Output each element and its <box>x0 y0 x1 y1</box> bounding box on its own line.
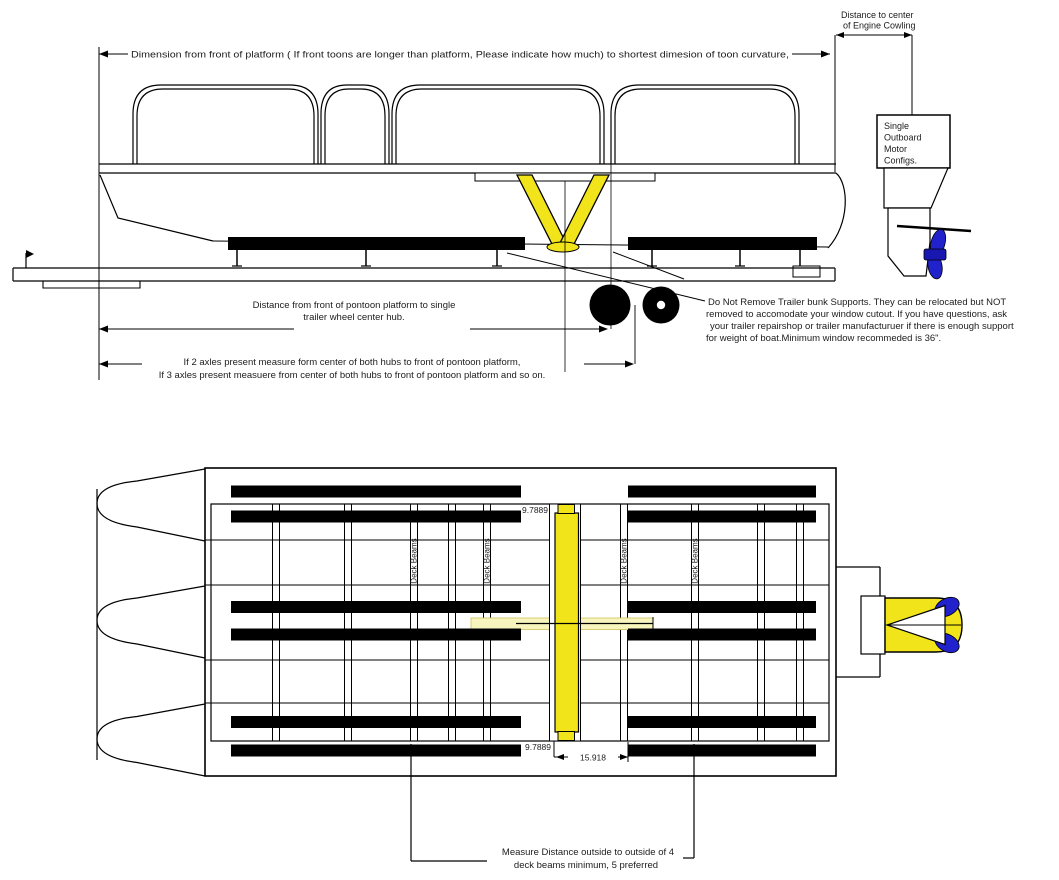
crossmember-top-tab <box>558 505 575 514</box>
arrowhead-left <box>99 326 108 333</box>
arrowhead-right <box>821 51 830 58</box>
axle-note-line2: If 3 axles present measuere from center of both hubs to front of pontoon platform and so on. <box>158 370 546 381</box>
motor-lower-unit <box>888 208 930 276</box>
motor-box-line1: Single <box>884 121 910 131</box>
measure-note-line2: deck beams minimum, 5 preferred <box>513 860 659 871</box>
outboard-motor-plan <box>836 567 962 677</box>
bunk-strip <box>231 601 521 613</box>
toon-nose <box>97 469 205 541</box>
dim-front-gap-bottom: 9.7889 <box>525 742 551 752</box>
bunk-support <box>232 250 242 266</box>
bunk-strip <box>628 629 816 641</box>
cowling-label-line1: Distance to center <box>841 10 914 20</box>
motor-mount-bracket <box>861 596 885 654</box>
dim-platform-to-toon <box>99 50 830 61</box>
bunk-strip <box>628 716 816 728</box>
arrowhead-right <box>620 754 628 760</box>
trailer-bunk-left <box>228 237 525 250</box>
bunk-support <box>647 250 657 266</box>
dim-front-gap-top: 9.7889 <box>522 505 548 515</box>
toon-nose <box>97 586 205 658</box>
deck-platform-side <box>99 164 836 173</box>
tongue-jack-handle <box>26 250 34 258</box>
bunk-strip <box>231 745 521 757</box>
measure-note-line1: Measure Distance outside to outside of 4 <box>501 847 675 858</box>
bunk-strip <box>628 486 816 498</box>
bunk-note-line2: removed to accomodate your window cutout. If you have questions, ask <box>706 309 1007 320</box>
bunk-strip <box>628 601 816 613</box>
tongue-step <box>43 281 140 288</box>
dim-platform-label: Dimension from front of platform ( If front toons are longer than platform, Please indicate how much) to shortest dimesion of toon curvature, <box>131 49 789 61</box>
dim-beam-spacing: 15.918 <box>580 752 606 763</box>
seat-backrests <box>133 85 799 164</box>
yellow-v-sling <box>517 175 609 252</box>
arrowhead-left <box>99 361 108 368</box>
bunk-strip <box>231 716 521 728</box>
bunk-supports <box>232 250 820 277</box>
deck-beam-label: Deck Beams <box>409 538 419 584</box>
bunk-strip <box>628 745 816 757</box>
pontoon-noses <box>97 469 205 776</box>
leader-line <box>613 252 684 279</box>
motor-midsection <box>884 168 948 208</box>
sling-right-arm <box>560 175 609 248</box>
bunk-support <box>492 250 502 266</box>
trailer-frame <box>13 250 835 288</box>
seat-backrest-inner <box>396 89 600 164</box>
trailer-wheels <box>590 285 680 326</box>
seat-backrest-inner <box>615 89 795 164</box>
deck-beam-label: Deck Beams <box>690 538 700 584</box>
bunk-support <box>361 250 371 266</box>
bunk-support <box>735 250 745 266</box>
axle-note-line1: If 2 axles present measure form center of both hubs to front of pontoon platform, <box>183 357 521 368</box>
deck-beam-label: Deck Beams <box>619 538 629 584</box>
crossmember-bottom-tab <box>558 732 575 741</box>
motor-box-line3: Motor <box>884 144 908 154</box>
pontoon-hull-side <box>100 173 845 248</box>
underdeck-rail <box>475 173 655 181</box>
hub-dim-line2: trailer wheel center hub. <box>303 312 405 323</box>
arrowhead-left <box>556 754 564 760</box>
bunk-note-line1: Do Not Remove Trailer bunk Supports. They can be relocated but NOT <box>708 297 1007 308</box>
bunk-strip <box>231 629 521 641</box>
seat-backrest <box>611 85 799 164</box>
bunk-strip <box>628 511 816 523</box>
crossmember-highlight <box>550 504 581 741</box>
bunk-support <box>793 250 820 277</box>
wheel-hub <box>657 301 665 309</box>
side-view-drawing <box>13 10 1014 381</box>
propeller-hub <box>924 249 946 260</box>
crossmember-body <box>555 513 579 732</box>
arrowhead-right <box>599 326 608 333</box>
arrowhead-left <box>99 51 108 58</box>
deck-beam-label: Deck Beams <box>482 538 492 584</box>
bunk-note-line4: for weight of boat.Minimum window recommeded is 36". <box>706 333 942 344</box>
arrowhead-right <box>625 361 634 368</box>
trailer-wheel <box>590 285 631 326</box>
arrowhead-left <box>836 32 844 38</box>
seat-backrest <box>321 85 389 164</box>
seat-backrest-inner <box>137 89 314 164</box>
cowling-label-line2: of Engine Cowling <box>843 20 916 31</box>
outboard-motor-side <box>884 168 971 280</box>
dim-platform-to-hub <box>99 300 608 333</box>
seat-backrest <box>392 85 604 164</box>
seat-backrest-inner <box>325 89 385 164</box>
sling-foot <box>547 242 579 252</box>
arrowhead-right <box>904 32 912 38</box>
top-view-drawing <box>97 468 962 871</box>
hub-dim-line1: Distance from front of pontoon platform to single <box>252 300 456 311</box>
measure-note <box>411 744 694 871</box>
bunk-note-line3: your trailer repairshop or trailer manufacturuer if there is enough support <box>710 321 1014 332</box>
toon-nose <box>97 704 205 776</box>
motor-config-box <box>877 115 950 168</box>
seat-backrest <box>133 85 318 164</box>
stern-curve <box>828 173 845 248</box>
bunk-strip <box>231 511 521 523</box>
motor-box-line4: Configs. <box>884 155 918 166</box>
trailer-bunk-right <box>628 237 817 250</box>
motor-box-line2: Outboard <box>884 132 922 143</box>
bunk-strip <box>231 486 521 498</box>
